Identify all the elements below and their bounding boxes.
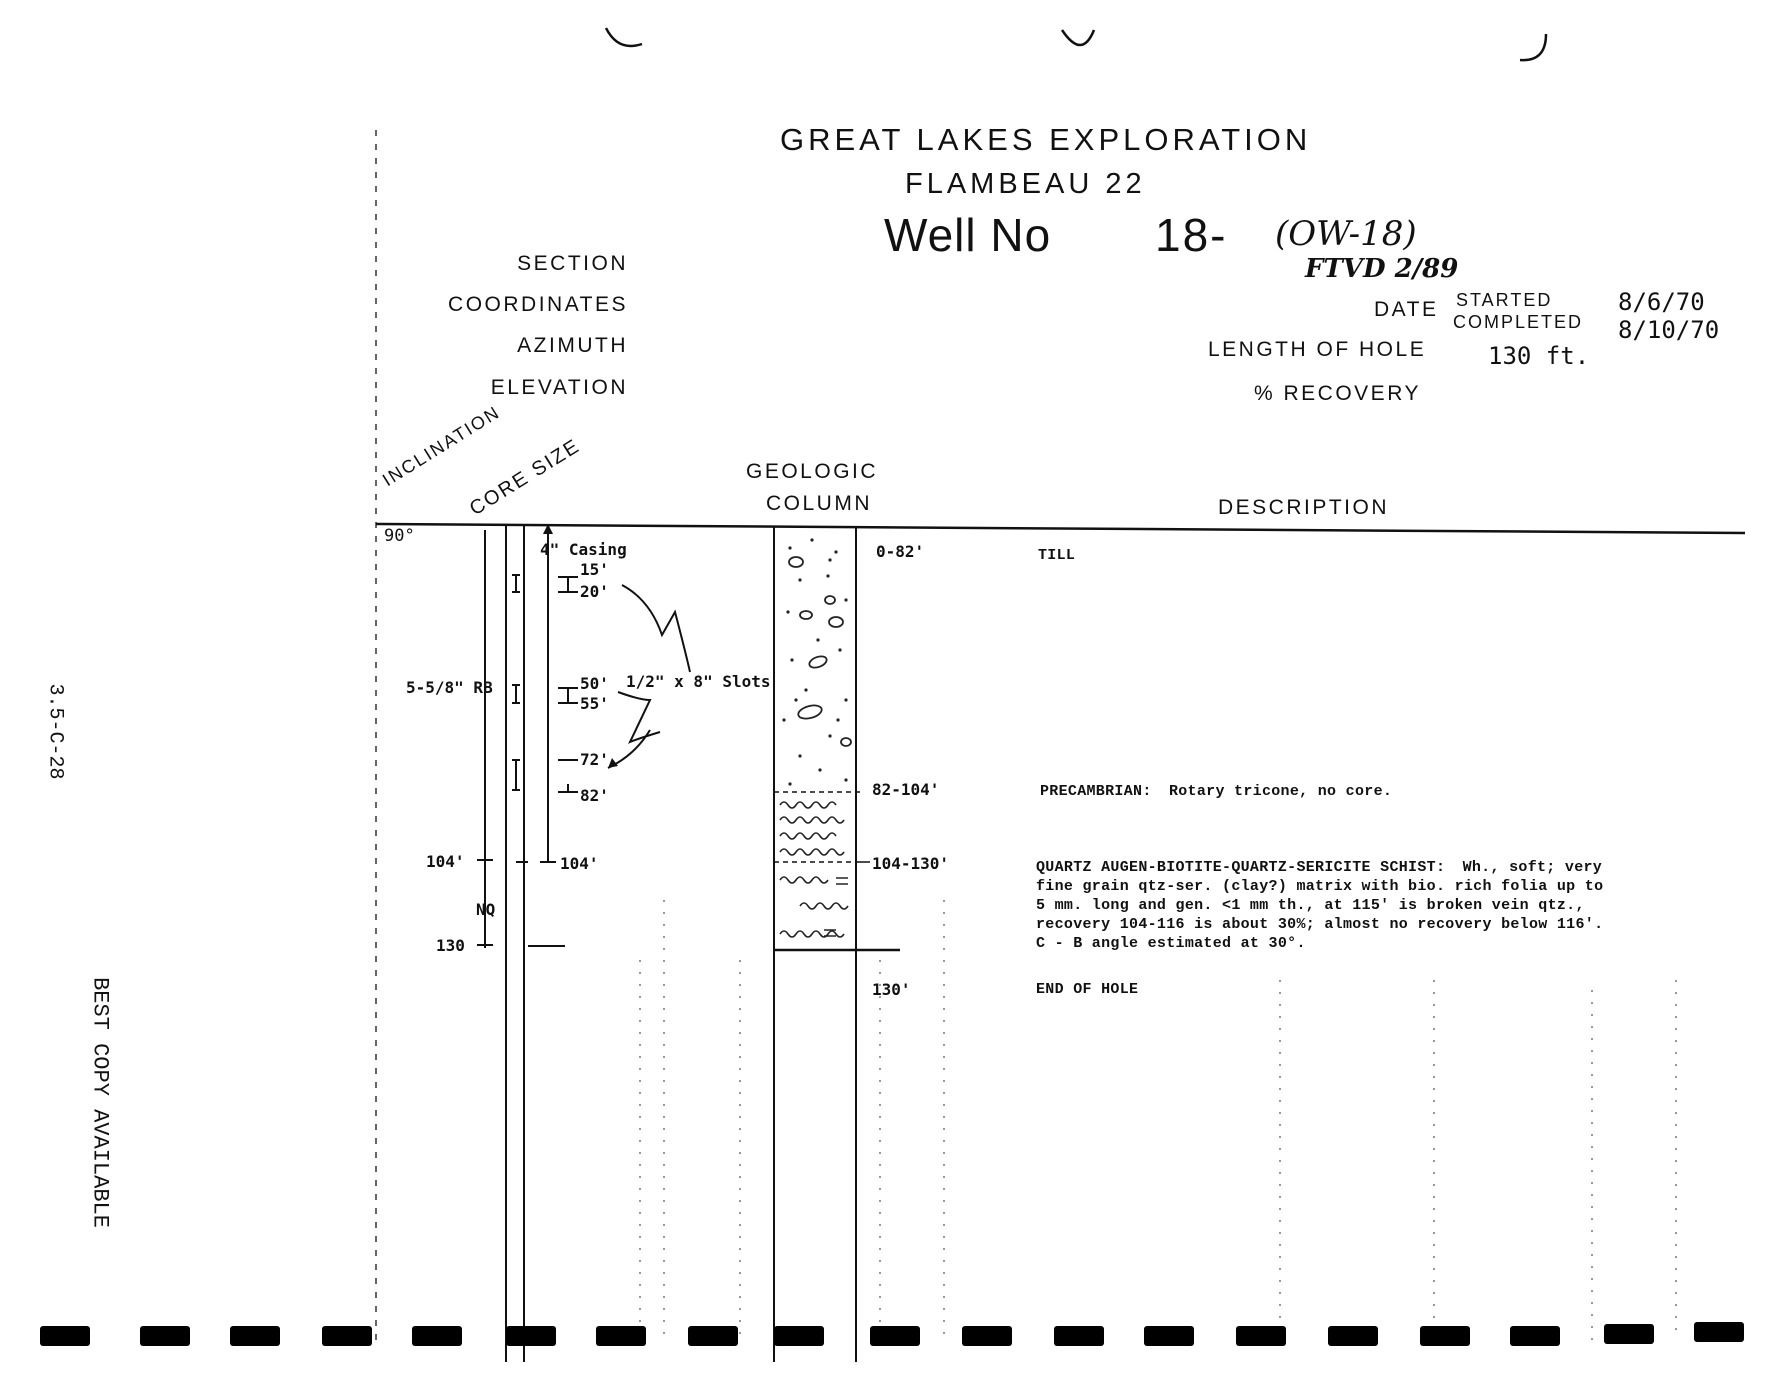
feed-bars — [40, 1322, 1744, 1346]
core-size-rb: 5-5/8" RB — [406, 678, 493, 697]
schist-line-1 — [1036, 858, 1603, 877]
punch-hole-top-1 — [606, 28, 642, 46]
schist-line-4: recovery 104-116 is about 30%; almost no recovery below 116'. — [1036, 916, 1604, 933]
started-label: STARTED — [1456, 290, 1553, 310]
till-pattern — [782, 538, 847, 785]
schist-unit: QUARTZ AUGEN-BIOTITE-QUARTZ-SERICITE SCHIST: — [1036, 859, 1446, 876]
handwritten-note: FTVD 2/89 — [1305, 254, 1459, 284]
well-label: Well No — [884, 209, 1052, 261]
schist-line-5: C - B angle estimated at 30°. — [1036, 935, 1306, 952]
depth-130-left: 130 — [436, 936, 465, 955]
geologic-header-2: COLUMN — [766, 492, 873, 515]
slots-note: 1/2" x 8" Slots — [626, 672, 771, 691]
punch-hole-top-2 — [1062, 30, 1094, 45]
precambrian-unit: PRECAMBRIAN: — [1040, 783, 1152, 800]
description-end-of-hole: END OF HOLE — [1036, 981, 1139, 998]
date-label: DATE — [1374, 298, 1439, 321]
completed-label: COMPLETED — [1453, 312, 1584, 332]
precambrian-text: Rotary tricone, no core. — [1168, 783, 1393, 800]
slot-arrow-upper — [622, 585, 690, 672]
started-value: 8/6/70 — [1618, 288, 1705, 316]
depth-104-right: 104' — [560, 854, 599, 873]
schist-line-3: 5 mm. long and gen. <1 mm th., at 115' is broken vein qtz., — [1036, 897, 1585, 914]
azimuth-label: AZIMUTH — [517, 334, 628, 357]
schist-text-1: Wh., soft; very — [1462, 859, 1603, 876]
best-copy-stamp: BEST COPY AVAILABLE — [87, 977, 113, 1228]
slot-depth-82: 82' — [580, 786, 609, 805]
slot-arrow-middle — [618, 692, 660, 742]
casing-label: 4" Casing — [540, 540, 627, 559]
slot-depth-15: 15' — [580, 560, 609, 579]
description-header: DESCRIPTION — [1218, 496, 1390, 519]
well-number-handwritten: (OW-18) — [1275, 214, 1417, 254]
schist-pattern — [780, 802, 848, 937]
company-title: GREAT LAKES EXPLORATION — [780, 122, 1312, 157]
header-rule — [376, 524, 1745, 533]
description-till: TILL — [1038, 547, 1076, 564]
inclination-header: INCLINATION — [378, 401, 504, 491]
interval-range-1: 82-104' — [872, 780, 940, 799]
slot-depth-55: 55' — [580, 694, 609, 713]
inclination-value: 90° — [384, 526, 415, 546]
core-size-nq: NQ — [476, 900, 496, 919]
doc-number: 3.5-C-28 — [43, 683, 67, 780]
elevation-label: ELEVATION — [490, 376, 628, 399]
slot-depth-50: 50' — [580, 674, 609, 693]
slot-depth-72: 72' — [580, 750, 609, 769]
length-value: 130 ft. — [1488, 342, 1590, 370]
completed-value: 8/10/70 — [1618, 316, 1720, 344]
depth-104-left: 104' — [426, 852, 465, 871]
description-schist — [1036, 858, 1603, 953]
project-title: FLAMBEAU 22 — [905, 168, 1146, 200]
interval-range-2: 104-130' — [872, 854, 950, 873]
section-label: SECTION — [517, 252, 628, 275]
slot-depth-20: 20' — [580, 582, 609, 601]
well-number: 18- — [1155, 209, 1228, 261]
length-label: LENGTH OF HOLE — [1208, 338, 1427, 361]
interval-range-3: 130' — [872, 980, 911, 999]
core-size-header: CORE SIZE — [465, 434, 585, 521]
description-precambrian — [1040, 782, 1392, 801]
coordinates-label: COORDINATES — [448, 293, 628, 316]
geologic-header-1: GEOLOGIC — [746, 460, 879, 483]
recovery-label: % RECOVERY — [1254, 382, 1421, 405]
punch-hole-top-3 — [1520, 34, 1546, 60]
schist-line-2: fine grain qtz-ser. (clay?) matrix with bio. rich folia up to — [1036, 878, 1604, 895]
interval-range-0: 0-82' — [876, 542, 925, 561]
